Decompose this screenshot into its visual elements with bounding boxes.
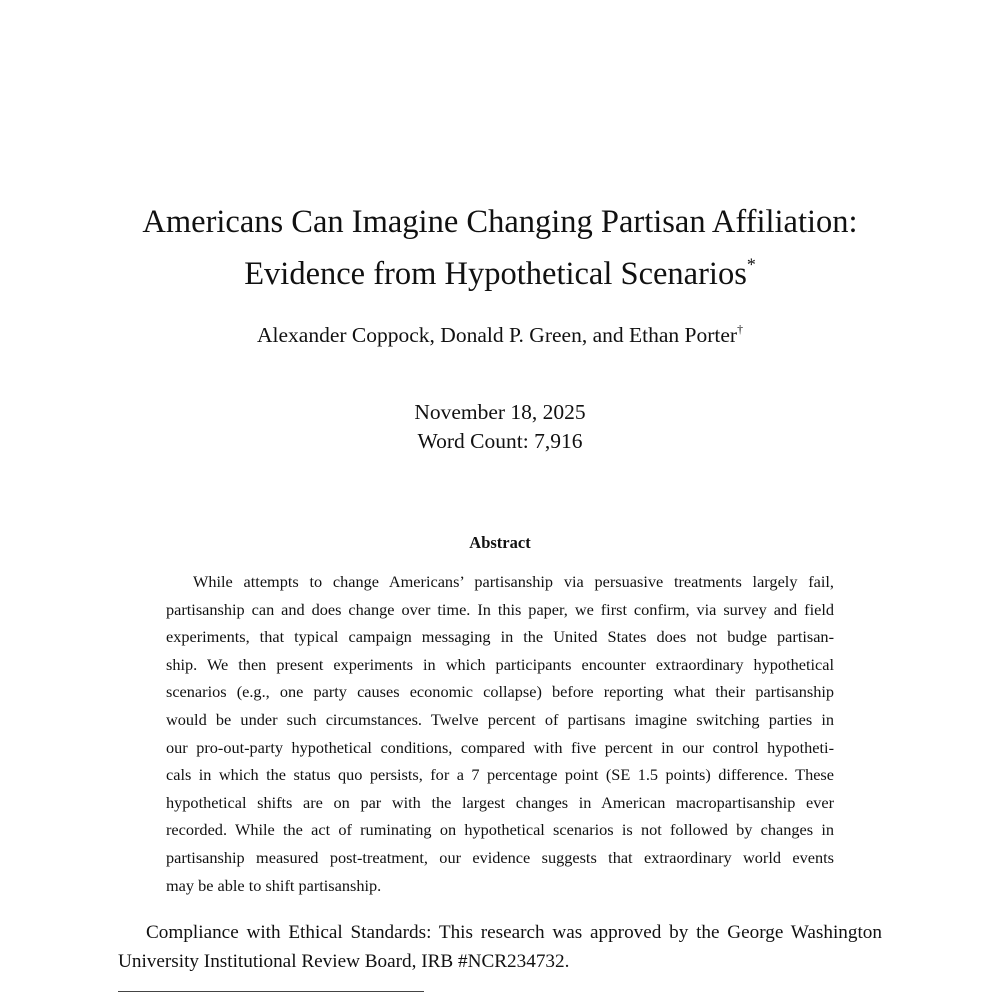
- abstract-line: may be able to shift partisanship.: [166, 875, 382, 895]
- abstract-line: partisanship measured post-treatment, our evidence suggests that extraordinary world events: [166, 847, 834, 867]
- author-names: Alexander Coppock, Donald P. Green, and Ethan Porter: [257, 323, 738, 347]
- author-list: [0, 321, 1000, 349]
- abstract-line: recorded. While the act of ruminating on hypothetical scenarios is not followed by changes in: [166, 820, 834, 840]
- abstract-line: experiments, that typical campaign messaging in the United States does not budge partisan-: [166, 627, 834, 647]
- compliance-line: University Institutional Review Board, IRB #NCR234732.: [118, 951, 570, 972]
- date-block: [0, 398, 1000, 456]
- compliance-line: Compliance with Ethical Standards: This research was approved by the George Washington: [146, 922, 882, 943]
- abstract-text: [166, 568, 834, 899]
- title-line-1: Americans Can Imagine Changing Partisan Affiliation:: [142, 204, 858, 240]
- footnote-divider: [118, 991, 424, 992]
- abstract-line: hypothetical shifts are on par with the largest changes in American macropartisanship ever: [166, 792, 834, 812]
- title-footnote-mark: *: [746, 254, 756, 275]
- abstract-line: would be under such circumstances. Twelve percent of partisans imagine switching parties in: [166, 709, 834, 729]
- abstract-line: our pro-out-party hypothetical conditions, compared with five percent in our control hypotheti-: [166, 737, 834, 757]
- abstract-line: While attempts to change Americans’ partisanship via persuasive treatments largely fail,: [193, 572, 834, 591]
- abstract-line: ship. We then present experiments in which participants encounter extraordinary hypothetical: [166, 654, 834, 674]
- abstract-line: scenarios (e.g., one party causes economic collapse) before reporting what their partisanship: [166, 682, 834, 702]
- abstract-heading: Abstract: [469, 533, 531, 552]
- abstract-line: cals in which the status quo persists, for a 7 percentage point (SE 1.5 points) difference. These: [166, 765, 834, 785]
- author-footnote-mark: †: [737, 322, 743, 337]
- word-count: Word Count: 7,916: [417, 429, 583, 453]
- abstract-line: partisanship can and does change over time. In this paper, we first confirm, via survey and field: [166, 599, 834, 619]
- compliance-statement: [118, 918, 882, 976]
- title-line-2: Evidence from Hypothetical Scenarios*: [244, 254, 756, 292]
- publication-date: November 18, 2025: [414, 400, 586, 424]
- paper-title: [0, 196, 1000, 300]
